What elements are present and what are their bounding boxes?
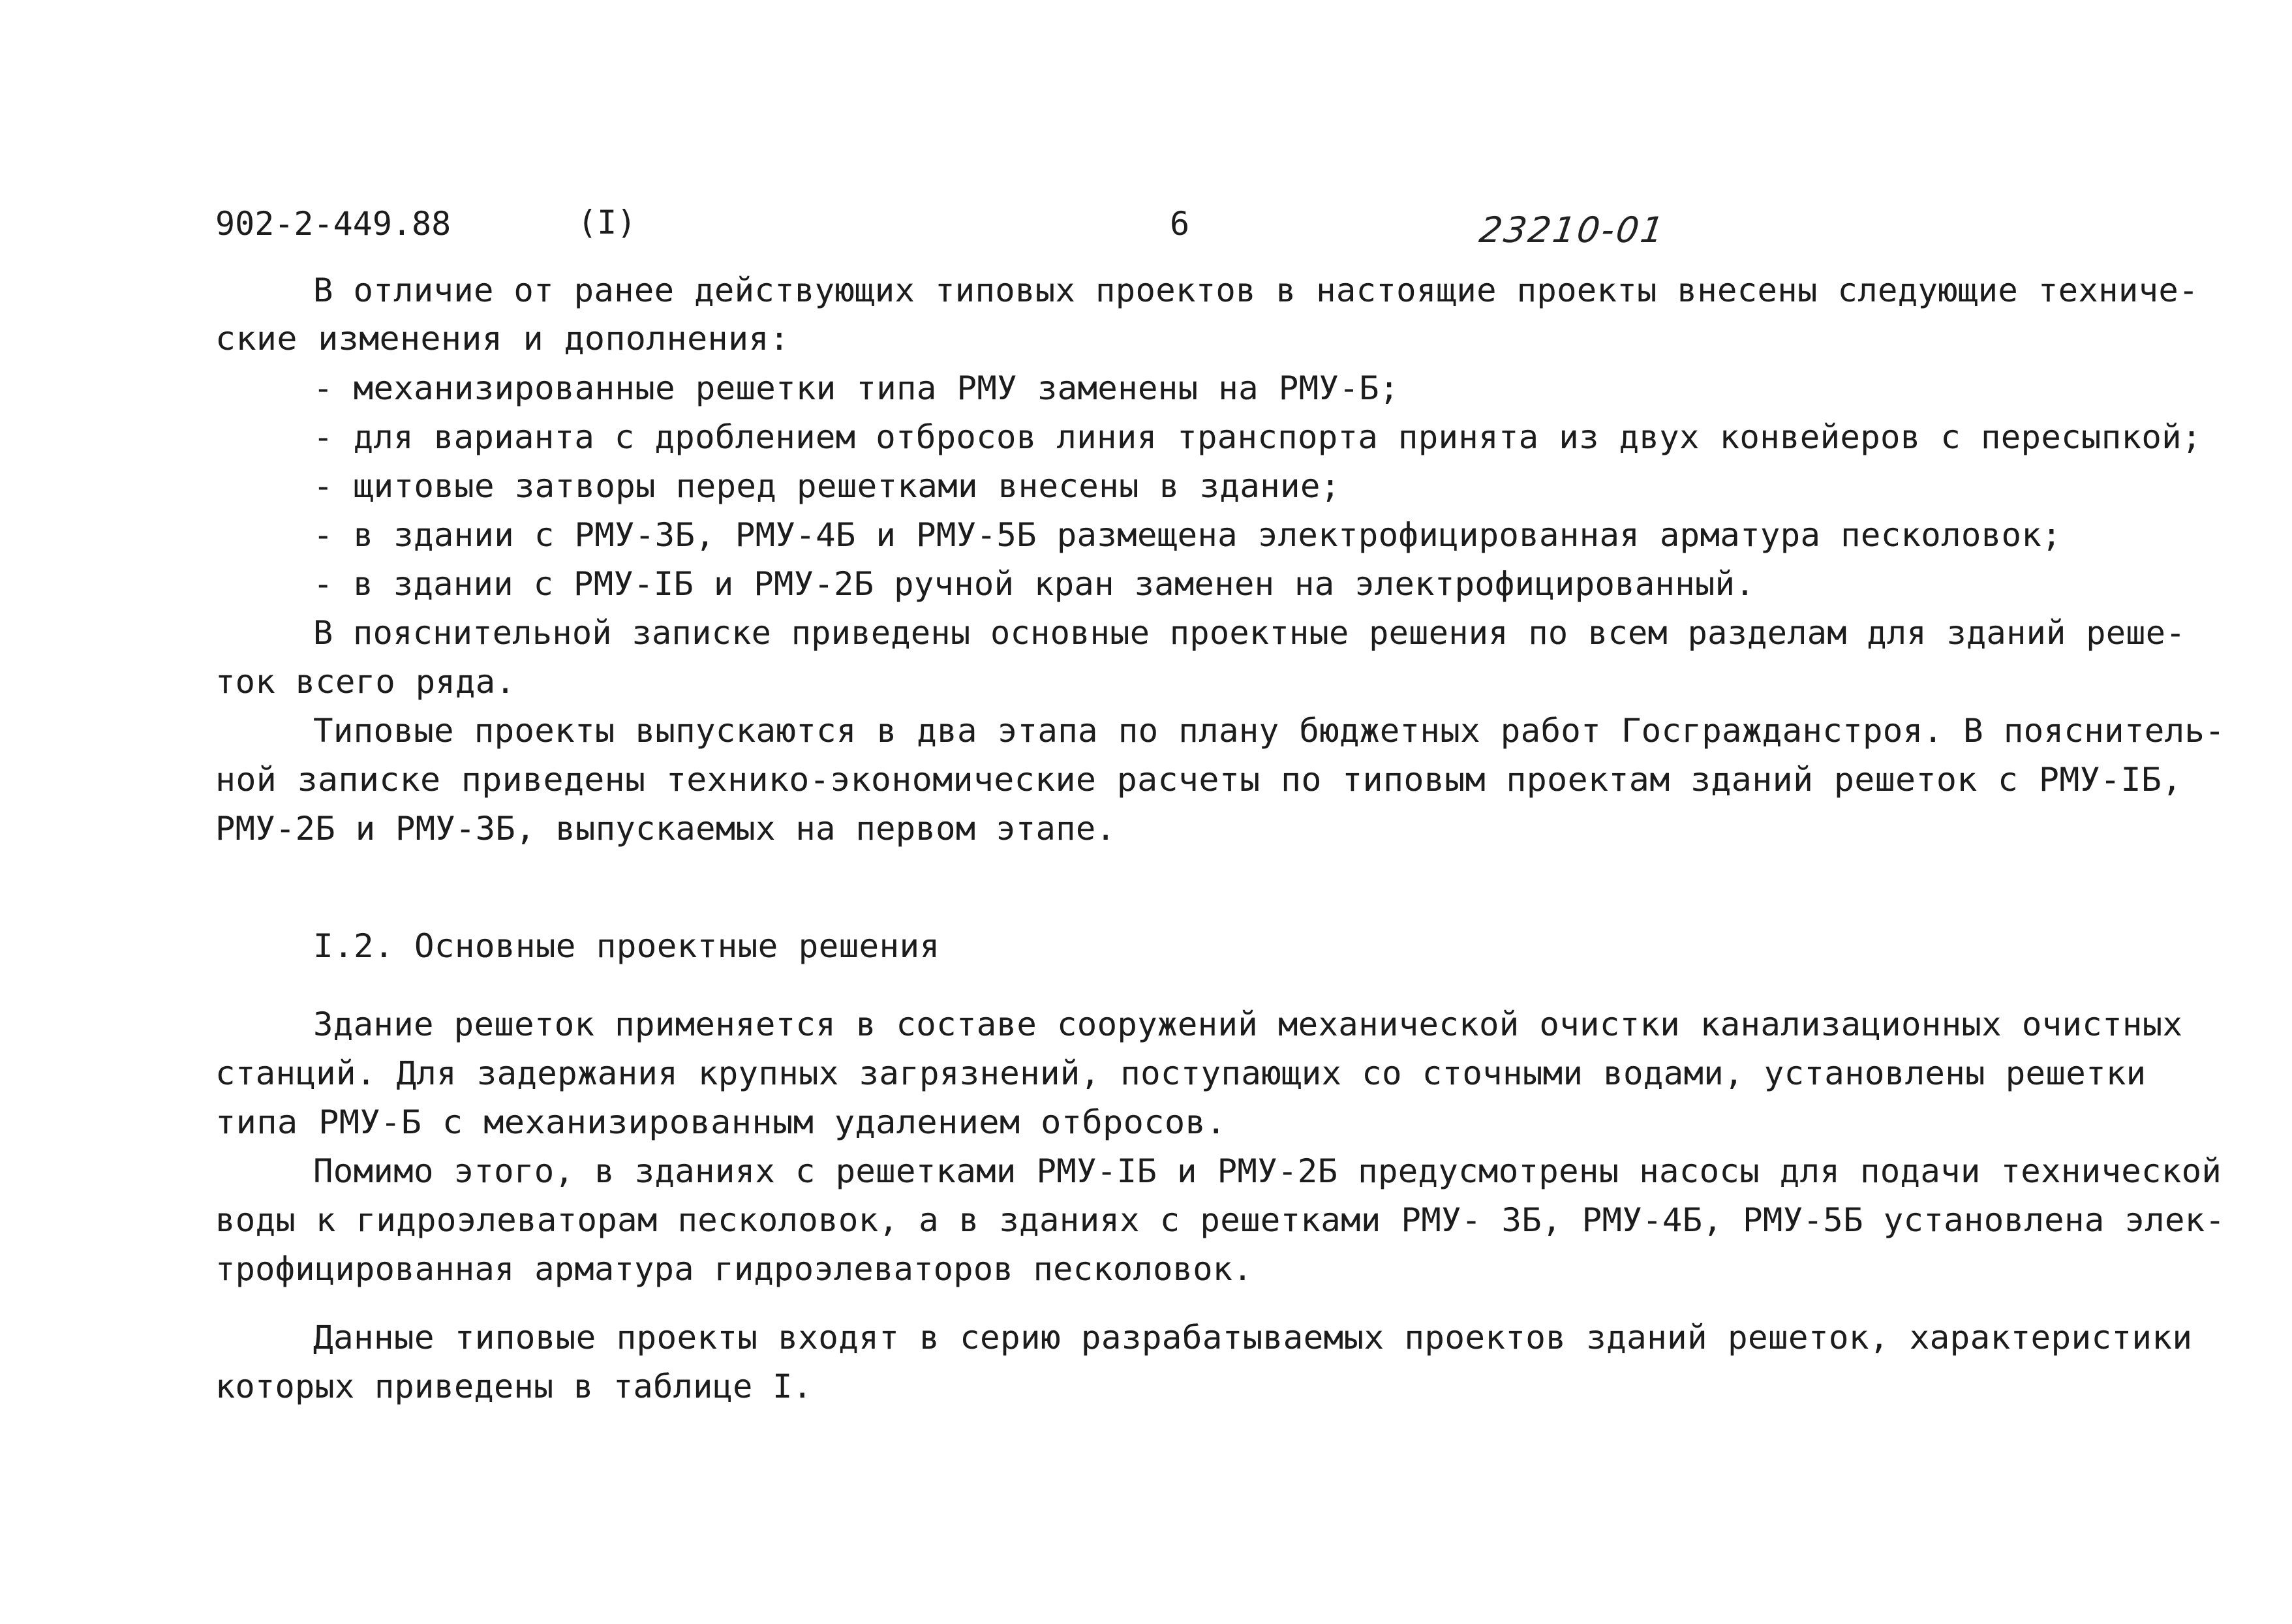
paragraph-line: РМУ-2Б и РМУ-3Б, выпускаемых на первом этапе. (215, 810, 1116, 848)
list-item: - для варианта с дроблением отбросов линия транспорта принята из двух конвейеров с пересыпкой; (313, 418, 2202, 456)
paragraph-line: ной записке приведены технико-экономические расчеты по типовым проектам зданий решеток с РМУ-IБ, (215, 761, 2182, 799)
list-item: - механизированные решетки типа РМУ заменены на РМУ-Б; (313, 369, 1399, 407)
registration-number: 23210-01 (1476, 209, 1668, 251)
paragraph-line: которых приведены в таблице I. (215, 1368, 813, 1405)
list-item: - в здании с РМУ-IБ и РМУ-2Б ручной кран заменен на электрофицированный. (313, 565, 1755, 603)
doc-number: 902-2-449.88 (215, 205, 451, 243)
paragraph-line: ток всего ряда. (215, 663, 516, 701)
paragraph-line: Здание решеток применяется в составе сооружений механической очистки канализационных очистных (313, 1005, 2183, 1043)
paragraph-line: воды к гидроэлеваторам песколовок, а в зданиях с решетками РМУ- 3Б, РМУ-4Б, РМУ-5Б установлена элек- (215, 1201, 2225, 1239)
paragraph-line: В отличие от ранее действующих типовых проектов в настоящие проекты внесены следующие техниче- (313, 271, 2199, 309)
paragraph-line: Помимо этого, в зданиях с решетками РМУ-IБ и РМУ-2Б предусмотрены насосы для подачи технической (313, 1152, 2222, 1190)
paragraph-line: Типовые проекты выпускаются в два этапа по плану бюджетных работ Госгражданстроя. В пояснитель- (313, 712, 2225, 750)
list-item: - в здании с РМУ-3Б, РМУ-4Б и РМУ-5Б размещена электрофицированная арматура песколовок; (313, 516, 2062, 554)
paragraph-line: Данные типовые проекты входят в серию разрабатываемых проектов зданий решеток, характеристики (313, 1319, 2193, 1356)
paragraph-line: станций. Для задержания крупных загрязнений, поступающих со сточными водами, установлены решетки (215, 1054, 2147, 1092)
paragraph-line: В пояснительной записке приведены основные проектные решения по всем разделам для зданий реше- (313, 614, 2186, 652)
paragraph-line: ские изменения и дополнения: (215, 320, 790, 358)
section-heading: I.2. Основные проектные решения (313, 927, 940, 965)
volume-number: (I) (577, 204, 637, 241)
page-number: 6 (1170, 205, 1190, 243)
list-item: - щитовые затворы перед решетками внесены в здание; (313, 467, 1341, 505)
paragraph-line: типа РМУ-Б с механизированным удалением отбросов. (215, 1103, 1227, 1141)
paragraph-line: трофицированная арматура гидроэлеваторов песколовок. (215, 1250, 1253, 1288)
